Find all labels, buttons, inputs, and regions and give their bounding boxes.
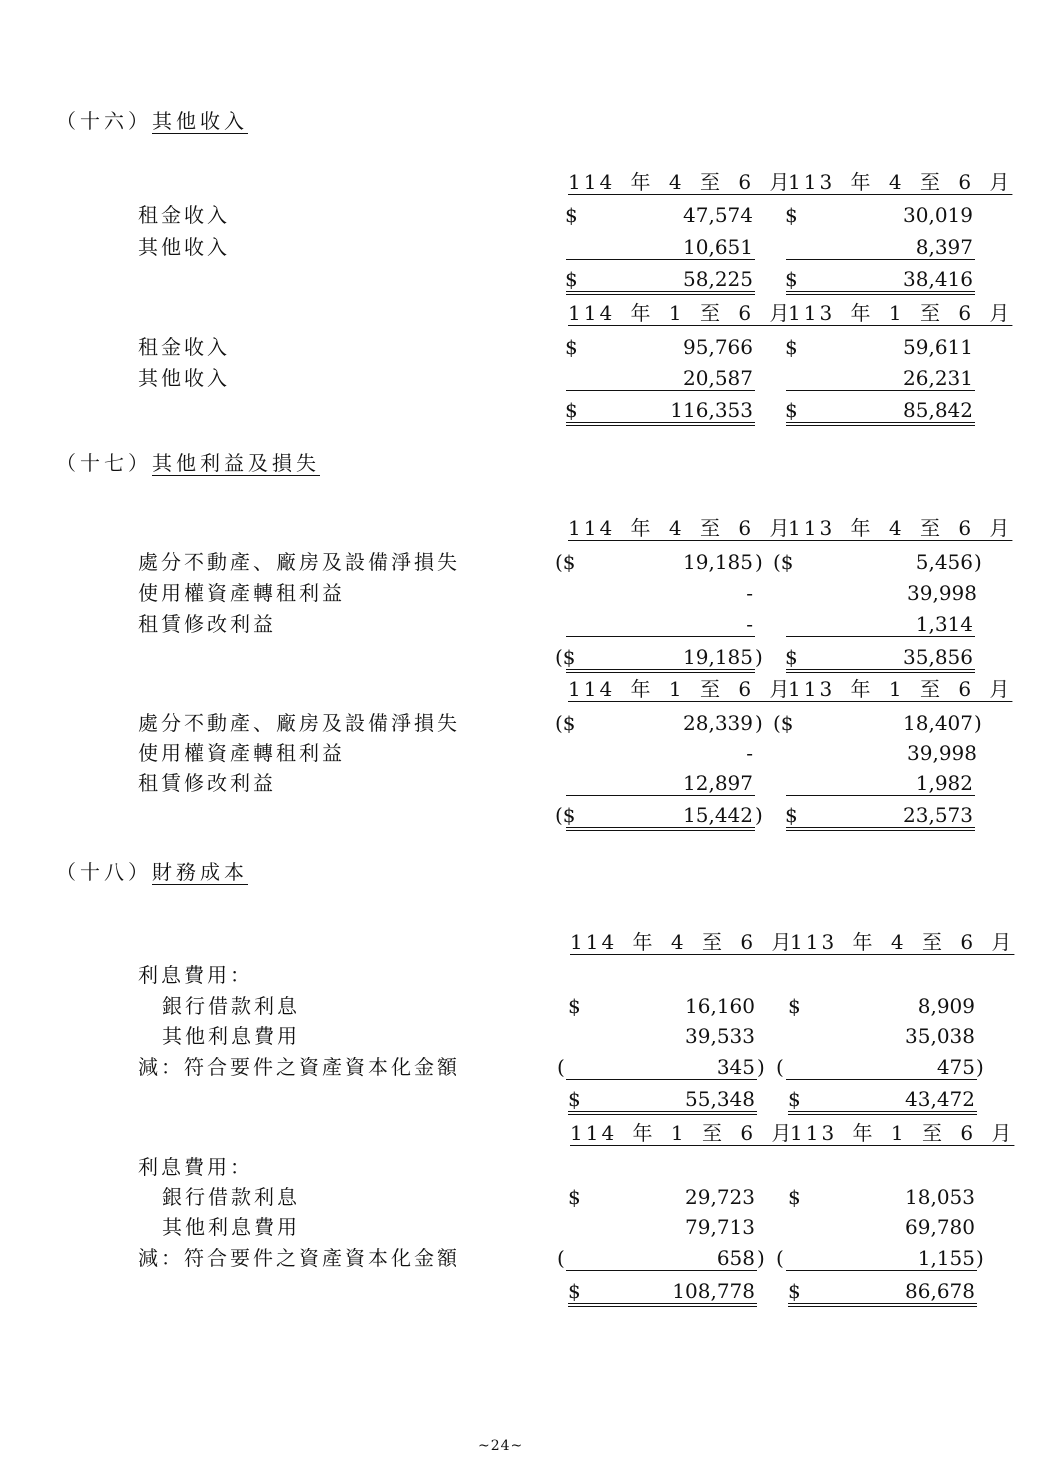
total-current: 58,225 xyxy=(683,267,753,291)
subtotal-rule xyxy=(786,390,975,391)
period-header-current: 114 年 4 至 6 月 xyxy=(568,170,793,194)
row-label: 其他利息費用 xyxy=(162,1024,300,1048)
row-label: 其他收入 xyxy=(138,366,230,390)
paren-prefix: ( xyxy=(557,1246,565,1270)
period-header-prior: 113 年 1 至 6 月 xyxy=(788,301,1013,325)
paren-prefix: ( xyxy=(557,1055,565,1079)
currency-prefix: ($ xyxy=(555,803,576,827)
amount-prior: 475 xyxy=(936,1055,975,1079)
row-label: 處分不動產、廠房及設備淨損失 xyxy=(138,711,460,735)
total-rule xyxy=(566,291,755,295)
section-heading xyxy=(56,451,320,475)
paren-suffix: ) xyxy=(755,550,763,574)
currency-prefix: ($ xyxy=(555,711,576,735)
paren-suffix: ) xyxy=(976,1246,984,1270)
total-prior: 85,842 xyxy=(903,398,973,422)
row-label: 處分不動產、廠房及設備淨損失 xyxy=(138,550,460,574)
amount-current: - xyxy=(746,581,753,605)
amount-prior: 30,019 xyxy=(903,203,973,227)
currency-prefix: $ xyxy=(788,1185,801,1209)
section-prefix: （十八） xyxy=(56,860,152,884)
amount-prior: 1,982 xyxy=(915,771,973,795)
currency-prefix: $ xyxy=(785,203,798,227)
amount-current: 47,574 xyxy=(683,203,753,227)
currency-prefix: $ xyxy=(785,803,798,827)
currency-prefix: $ xyxy=(568,1279,581,1303)
section-heading xyxy=(56,860,248,884)
page-number: ~24~ xyxy=(478,1438,524,1454)
amount-current: 29,723 xyxy=(685,1185,755,1209)
total-prior: 23,573 xyxy=(903,803,973,827)
amount-prior: 59,611 xyxy=(903,335,973,359)
amount-current: 345 xyxy=(716,1055,755,1079)
paren-suffix: ) xyxy=(757,1055,765,1079)
total-current: 108,778 xyxy=(672,1279,755,1303)
row-label: 銀行借款利息 xyxy=(162,994,300,1018)
subtotal-rule xyxy=(786,1079,977,1080)
total-rule xyxy=(786,291,975,295)
paren-suffix: ) xyxy=(757,1246,765,1270)
paren-suffix: ) xyxy=(974,550,982,574)
total-prior: 43,472 xyxy=(905,1087,975,1111)
total-current: 19,185 xyxy=(683,645,753,669)
row-label: 其他收入 xyxy=(138,235,230,259)
amount-current: 19,185 xyxy=(683,550,753,574)
amount-current: 12,897 xyxy=(683,771,753,795)
amount-prior: 8,909 xyxy=(917,994,975,1018)
amount-prior: 1,314 xyxy=(915,612,973,636)
currency-prefix: $ xyxy=(565,203,578,227)
row-label: 利息費用： xyxy=(138,1155,253,1179)
subtotal-rule xyxy=(566,795,755,796)
subtotal-rule xyxy=(566,259,755,260)
amount-current: 79,713 xyxy=(685,1215,755,1239)
subtotal-rule xyxy=(786,636,975,637)
total-current: 15,442 xyxy=(683,803,753,827)
subtotal-rule xyxy=(566,1079,757,1080)
total-rule xyxy=(566,827,755,831)
total-rule xyxy=(566,669,755,673)
amount-prior: 1,155 xyxy=(917,1246,975,1270)
subtotal-rule xyxy=(566,390,755,391)
section-title: 財務成本 xyxy=(152,860,248,884)
period-header-current: 114 年 4 至 6 月 xyxy=(570,930,795,954)
currency-prefix: ($ xyxy=(555,645,576,669)
currency-prefix: ($ xyxy=(555,550,576,574)
currency-prefix: $ xyxy=(785,645,798,669)
total-current: 116,353 xyxy=(670,398,753,422)
period-header-prior: 113 年 4 至 6 月 xyxy=(788,170,1013,194)
amount-current: 658 xyxy=(716,1246,755,1270)
amount-current: 10,651 xyxy=(683,235,753,259)
amount-prior: 35,038 xyxy=(905,1024,975,1048)
amount-current: 16,160 xyxy=(685,994,755,1018)
amount-prior: 39,998 xyxy=(907,581,977,605)
section-title: 其他利益及損失 xyxy=(152,451,320,475)
row-label: 租金收入 xyxy=(138,203,230,227)
amount-prior: 18,407 xyxy=(903,711,973,735)
subtotal-rule xyxy=(786,795,975,796)
period-header-current: 114 年 1 至 6 月 xyxy=(570,1121,795,1145)
currency-prefix: ($ xyxy=(773,711,794,735)
total-prior: 38,416 xyxy=(903,267,973,291)
total-rule xyxy=(566,422,755,426)
total-rule xyxy=(786,422,975,426)
row-label: 其他利息費用 xyxy=(162,1215,300,1239)
period-header-current: 114 年 1 至 6 月 xyxy=(568,301,793,325)
currency-prefix: $ xyxy=(785,267,798,291)
total-current: 55,348 xyxy=(685,1087,755,1111)
total-rule xyxy=(788,1303,977,1307)
subtotal-rule xyxy=(786,1270,977,1271)
period-header-prior: 113 年 4 至 6 月 xyxy=(790,930,1015,954)
amount-current: 28,339 xyxy=(683,711,753,735)
currency-prefix: $ xyxy=(788,1279,801,1303)
paren-suffix: ) xyxy=(976,1055,984,1079)
amount-current: 39,533 xyxy=(685,1024,755,1048)
total-rule xyxy=(568,1303,757,1307)
subtotal-rule xyxy=(566,1270,757,1271)
period-header-prior: 113 年 1 至 6 月 xyxy=(790,1121,1015,1145)
row-label: 使用權資產轉租利益 xyxy=(138,741,345,765)
row-label: 租金收入 xyxy=(138,335,230,359)
currency-prefix: $ xyxy=(568,1087,581,1111)
section-prefix: （十七） xyxy=(56,451,152,475)
paren-suffix: ) xyxy=(755,803,763,827)
currency-prefix: $ xyxy=(565,267,578,291)
period-header-current: 114 年 1 至 6 月 xyxy=(568,677,793,701)
subtotal-rule xyxy=(566,636,755,637)
paren-prefix: ( xyxy=(776,1246,784,1270)
amount-prior: 69,780 xyxy=(905,1215,975,1239)
total-rule xyxy=(786,669,975,673)
total-rule xyxy=(788,1111,977,1115)
amount-prior: 5,456 xyxy=(915,550,973,574)
period-header-prior: 113 年 4 至 6 月 xyxy=(788,516,1013,540)
amount-current: - xyxy=(746,741,753,765)
amount-prior: 8,397 xyxy=(915,235,973,259)
currency-prefix: $ xyxy=(565,398,578,422)
currency-prefix: $ xyxy=(788,1087,801,1111)
amount-prior: 39,998 xyxy=(907,741,977,765)
amount-current: - xyxy=(746,612,753,636)
row-label: 利息費用： xyxy=(138,963,253,987)
currency-prefix: $ xyxy=(785,335,798,359)
period-header-prior: 113 年 1 至 6 月 xyxy=(788,677,1013,701)
section-prefix: （十六） xyxy=(56,109,152,133)
total-rule xyxy=(568,1111,757,1115)
currency-prefix: $ xyxy=(568,994,581,1018)
row-label: 銀行借款利息 xyxy=(162,1185,300,1209)
subtotal-rule xyxy=(786,259,975,260)
currency-prefix: $ xyxy=(785,398,798,422)
currency-prefix: $ xyxy=(788,994,801,1018)
amount-current: 20,587 xyxy=(683,366,753,390)
total-prior: 86,678 xyxy=(905,1279,975,1303)
currency-prefix: ($ xyxy=(773,550,794,574)
period-header-current: 114 年 4 至 6 月 xyxy=(568,516,793,540)
amount-prior: 26,231 xyxy=(903,366,973,390)
section-title: 其他收入 xyxy=(152,109,248,133)
amount-prior: 18,053 xyxy=(905,1185,975,1209)
paren-suffix: ) xyxy=(755,711,763,735)
row-label: 減：符合要件之資產資本化金額 xyxy=(138,1246,460,1270)
total-prior: 35,856 xyxy=(903,645,973,669)
paren-prefix: ( xyxy=(776,1055,784,1079)
row-label: 租賃修改利益 xyxy=(138,771,276,795)
row-label: 租賃修改利益 xyxy=(138,612,276,636)
currency-prefix: $ xyxy=(568,1185,581,1209)
amount-current: 95,766 xyxy=(683,335,753,359)
currency-prefix: $ xyxy=(565,335,578,359)
row-label: 減：符合要件之資產資本化金額 xyxy=(138,1055,460,1079)
total-rule xyxy=(786,827,975,831)
paren-suffix: ) xyxy=(974,711,982,735)
section-heading xyxy=(56,109,248,133)
row-label: 使用權資產轉租利益 xyxy=(138,581,345,605)
paren-suffix: ) xyxy=(755,645,763,669)
